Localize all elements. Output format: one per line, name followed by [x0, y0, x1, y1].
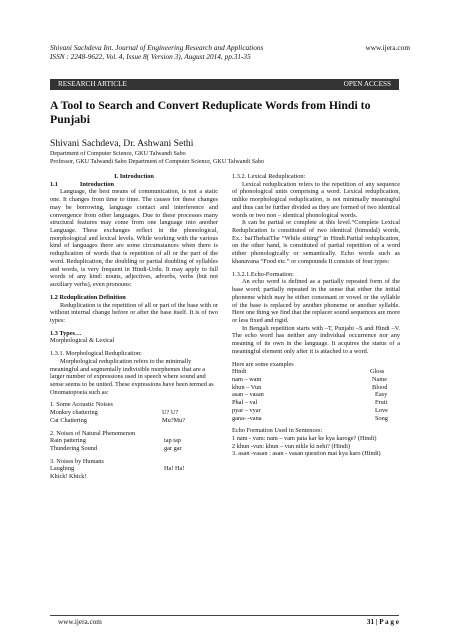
group-3-title: 3. Noises by Humans — [50, 457, 104, 465]
lexical-paragraph: Lexical reduplication refers to the repetition of any sequence of phonological units comprising a word. Lexical reduplication, unlike morphological reduplication, is not minimally meaningful and thus can be further divided as they are formed of two identical words or two non – identical phonological words. — [232, 180, 400, 219]
example-sentence: 2 khun -vun: khun – vun nikle ki nehi? (Hindi) — [232, 442, 351, 450]
left-column — [50, 173, 218, 481]
echo-paragraph: An echo word is defined as a partially repeated form of the base word; partially repeated in the sense that either the initial phoneme which may be either consonant or vowel or the syllable of the base is replaced by another phoneme or another syllable. Here one thing we find that the replacer sound sequences are more or less fixed and rigid. — [232, 278, 400, 324]
example-gloss: Song — [375, 414, 388, 422]
paper-authors: Shivani Sachdeva, Dr. Ashwani Sethi — [50, 138, 194, 149]
example-gloss: Name — [372, 375, 388, 383]
example-hindi: Phal – val — [232, 399, 258, 407]
subsection-heading-1-3-2-1: 1.3.2.1.Echo-Formation: — [232, 270, 294, 278]
examples-intro: Here are some examples — [232, 360, 294, 368]
example-row — [232, 391, 400, 399]
echo-paragraph-2: In Bengali repetition starts with –T, Punjabi –S and Hindi –V. The echo word has neither any individual occurrence nor any meaning of its own in the language. It acquires the status of a meaningful element only after it is attached to a word. — [232, 324, 400, 355]
lexical-paragraph-2: It can be partial or complete at this level.“Complete Lexical Reduplication is constituted of two identical (bimodal) words, Ex.: baiThebaiThe “While sitting” in Hindi.Partial reduplication, on the other hand, is constituted of partial repetition of a word either phonologically or semantically. Echo words such as khanavana “Food etc.” or compounds It consists of four types: — [232, 219, 400, 265]
example-gloss: Blood — [372, 383, 388, 391]
example-row — [232, 415, 400, 423]
footer-site[interactable]: www.ijera.com — [58, 618, 102, 626]
open-access-label: OPEN ACCESS — [343, 80, 391, 88]
subsection-heading-1-3-1: 1.3.1. Morphological Reduplication: — [50, 350, 142, 358]
column-header-hindi: Hindi — [232, 368, 247, 376]
page-number: 31 | P a g e — [366, 618, 399, 626]
example-table-header — [232, 368, 400, 376]
example-gloss: Fruit — [375, 399, 388, 407]
journal-issn: ISSN : 2248-9622, Vol. 4, Issue 8( Version 3), August 2014, pp.31-35 — [50, 52, 251, 61]
group-2-row — [50, 437, 218, 445]
noise-label: Cat Chattering — [50, 416, 87, 424]
noise-label: Thundering Sound — [50, 445, 98, 452]
example-sentence: 1 nam - vam: nam – vam pata kar ke kya karoge? (Hindi) — [232, 435, 377, 442]
subsection-heading-1-3-2: 1.3.2. Lexical Reduplication: — [232, 173, 306, 180]
group-3-row — [50, 465, 218, 473]
example-gloss: Love — [375, 406, 388, 414]
example-row — [232, 407, 400, 415]
example-gloss: Easy — [375, 391, 388, 399]
example-sentence: 3. asan -vasan : asan - vasan question mat kya karo (Hindi) — [232, 450, 381, 458]
group-3-row — [50, 473, 218, 481]
paper-title-line-2: Punjabi — [50, 112, 90, 126]
paper-title — [50, 98, 410, 126]
noise-label: Laughing — [50, 465, 75, 473]
group-1-row — [50, 417, 218, 425]
affiliation-2: Professor, GKU Talwandi Sabo Department of Computer Science, GKU Talwandi Sabo — [50, 159, 264, 165]
group-1-row — [50, 409, 218, 417]
page-footer — [50, 615, 399, 627]
example-hindi: nam – wam — [232, 375, 262, 383]
example-row — [232, 376, 400, 384]
noise-sound: tap tap — [164, 437, 181, 445]
journal-site[interactable]: www.ijera.com — [365, 43, 410, 52]
article-banner — [50, 79, 399, 90]
section-heading: I. Introduction — [114, 173, 154, 180]
noise-label: Monkey chattering — [50, 409, 98, 417]
subsection-heading-1-1 — [50, 181, 218, 189]
example-row — [232, 384, 400, 392]
intro-paragraph: Language, the best means of communication, is not a static one. It changes from time to time. The causes for these changes may be borrowing, language contact and interference and convergence from other languages. Due to these processes many structural features may come from one language into another Language. These exchanges reflect in the phonological, morphological and lexical levels. While working with the various kind of languages there are some circumstances when there is reduplication of words that is repetition of all or the part of the word. Reduplication, the doubling or partial doubling of syllables and words, is very frequent in Hindi-Urdu. It may apply to full words of any kind: nouns, adjectives, adverbs, verbs (but not auxiliary verbs), even pronouns: — [50, 188, 218, 289]
noise-sound: gar gar — [164, 445, 182, 452]
group-2-row — [50, 445, 218, 453]
noise-label: Khick! Khick! — [50, 473, 87, 481]
journal-header — [50, 43, 410, 61]
example-hindi: gana- -vana — [232, 414, 262, 422]
paper-title-line-1: A Tool to Search and Convert Reduplicate Words from Hindi to — [50, 98, 371, 112]
noise-label: Rain pattering — [50, 437, 86, 445]
subsection-heading-1-3: 1.3 Types… — [50, 329, 82, 337]
group-2-title: 2. Noises of Natural Phenomenon — [50, 429, 136, 437]
sentences-title: Echo Formation Used in Sentences: — [232, 427, 323, 435]
morphological-paragraph: Morphological reduplication refers to the minimally meaningful and segmentally indivisible morphemes that are a larger number of expressions used in speech where sound and sense seems to be united. These expressions have been termed as Onomatopoeia such as: — [50, 357, 214, 396]
noise-sound: Ha! Ha! — [164, 465, 185, 473]
column-header-gloss: Gloss — [370, 368, 385, 376]
right-column — [232, 173, 400, 458]
definition-paragraph: Reduplication is the repetition of all or part of the base with or without internal change before or after the base itself. It is of two types: — [50, 301, 218, 324]
noise-sound: U? U? — [162, 409, 179, 417]
example-hindi: pyar – vyar — [232, 406, 261, 414]
example-row — [232, 399, 400, 407]
journal-citation: Shivani Sachdeva Int. Journal of Engineering Research and Applications — [50, 43, 264, 52]
article-type: RESEARCH ARTICLE — [58, 80, 127, 88]
subsection-heading-1-2: 1.2 Reduplication Definition — [50, 293, 126, 301]
group-1-title: 1. Some Acoustic Noises — [50, 401, 113, 409]
subsection-title: Introduction — [79, 180, 115, 188]
types-text: Morphological & Lexical — [50, 337, 115, 345]
affiliation-1: Department of Computer Science, GKU Talwandi Sabo — [50, 151, 186, 157]
example-hindi: asan – vasan — [232, 391, 264, 399]
noise-sound: Mu?Mu? — [162, 416, 186, 424]
example-hindi: khun – Vun — [232, 383, 262, 391]
subsection-number: 1.1 — [50, 180, 58, 188]
